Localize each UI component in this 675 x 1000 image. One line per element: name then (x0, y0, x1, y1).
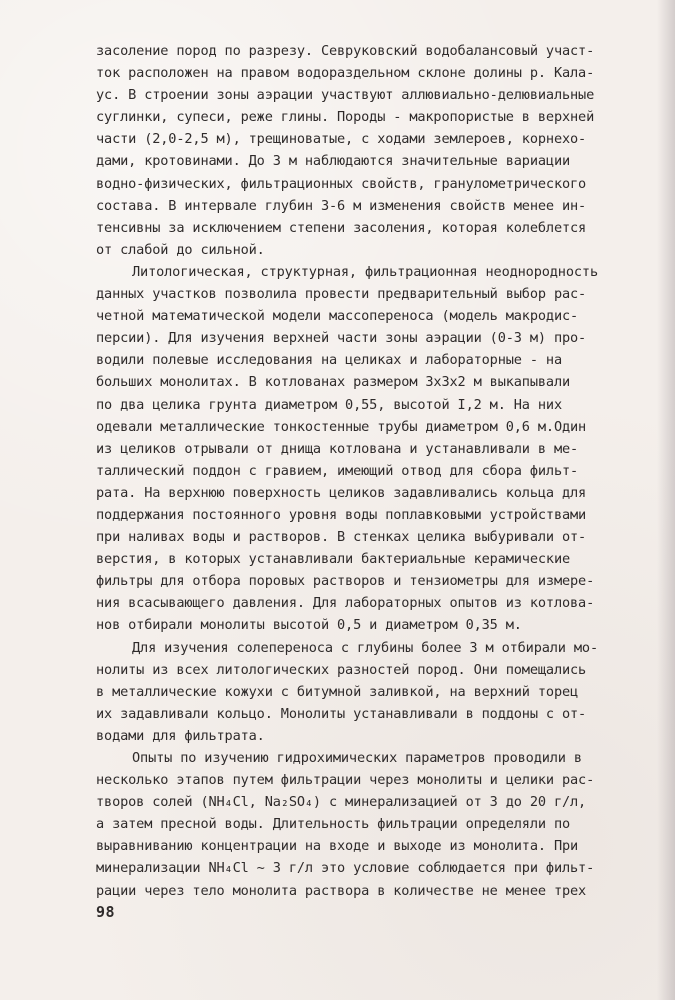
text-line: водами для фильтрата. (96, 727, 265, 744)
text-line: персии). Для изучения верхней части зоны аэрации (0-3 м) про- (96, 330, 587, 347)
text-line: части (2,0-2,5 м), трещиноватые, с ходами землероев, корнехо- (96, 131, 587, 148)
text-line: водно-физических, фильтрационных свойств, гранулометрического (96, 175, 587, 192)
text-line: водили полевые исследования на целиках и лабораторные - на (96, 352, 562, 369)
text-line: по два целика грунта диаметром 0,55, высотой I,2 м. На них (96, 396, 562, 413)
document-body (96, 40, 656, 902)
text-line: верстия, в которых устанавливали бактериальные керамические (96, 551, 571, 568)
page-edge-shadow (657, 0, 675, 1000)
text-line: фильтры для отбора поровых растворов и тензиометры для измере- (96, 573, 595, 590)
text-line: рации через тело монолита раствора в количестве не менее трех (96, 882, 587, 899)
paragraph-start-line: Литологическая, структурная, фильтрационная неоднородность (132, 263, 598, 280)
text-line: творов солей (NH₄Cl, Na₂SO₄) с минерализацией от 3 до 20 г/л, (96, 794, 587, 811)
text-line: таллический поддон с гравием, имеющий отвод для сбора фильт- (96, 462, 579, 479)
text-line: ток расположен на правом водораздельном склоне долины р. Кала- (96, 65, 595, 82)
text-line: нолиты из всех литологических разностей пород. Они помещались (96, 661, 587, 678)
text-line: состава. В интервале глубин 3-6 м изменения свойств менее ин- (96, 197, 587, 214)
text-line: дами, кротовинами. До 3 м наблюдаются значительные вариации (96, 153, 571, 170)
page-number: 98 (96, 903, 116, 921)
text-line: поддержания постоянного уровня воды поплавковыми устройствами (96, 506, 587, 523)
text-line: несколько этапов путем фильтрации через монолиты и целики рас- (96, 772, 595, 789)
text-line: рата. На верхнюю поверхность целиков задавливались кольца для (96, 484, 587, 501)
text-line: выравниванию концентрации на входе и выходе из монолита. При (96, 838, 579, 855)
text-line: суглинки, супеси, реже глины. Породы - макропористые в верхней (96, 109, 595, 126)
text-line: одевали металлические тонкостенные трубы диаметром 0,6 м.Один (96, 418, 587, 435)
text-line: четной математической модели массопереноса (модель макродис- (96, 308, 579, 325)
text-line: в металлические кожухи с битумной заливкой, на верхний торец (96, 683, 579, 700)
text-line: данных участков позволила провести предварительный выбор рас- (96, 286, 587, 303)
text-line: ус. В строении зоны аэрации участвуют аллювиально-делювиальные (96, 87, 595, 104)
text-line: а затем пресной воды. Длительность фильтрации определяли по (96, 816, 571, 833)
text-line: нов отбирали монолиты высотой 0,5 и диаметром 0,35 м. (96, 617, 522, 634)
text-line: из целиков отрывали от днища котлована и устанавливали в ме- (96, 440, 579, 457)
paragraph-start-line: Опыты по изучению гидрохимических параметров проводили в (132, 750, 582, 766)
text-line: минерализации NH₄Cl ~ 3 г/л это условие соблюдается при фильт- (96, 860, 595, 877)
text-line: от слабой до сильной. (96, 241, 265, 258)
text-line: тенсивны за исключением степени засоления, которая колеблется (96, 219, 587, 236)
text-line: их задавливали кольцо. Монолиты устанавливали в поддоны с от- (96, 705, 587, 722)
text-line: при наливах воды и растворов. В стенках целика выбуривали от- (96, 529, 587, 546)
text-line: больших монолитах. В котлованах размером 3x3x2 м выкапывали (96, 374, 571, 391)
text-line: ния всасывающего давления. Для лабораторных опытов из котлова- (96, 595, 595, 612)
paragraph-start-line: Для изучения солепереноса с глубины более 3 м отбирали мо- (132, 639, 598, 656)
text-line: засоление пород по разрезу. Севруковский водобалансовый участ- (96, 43, 595, 59)
